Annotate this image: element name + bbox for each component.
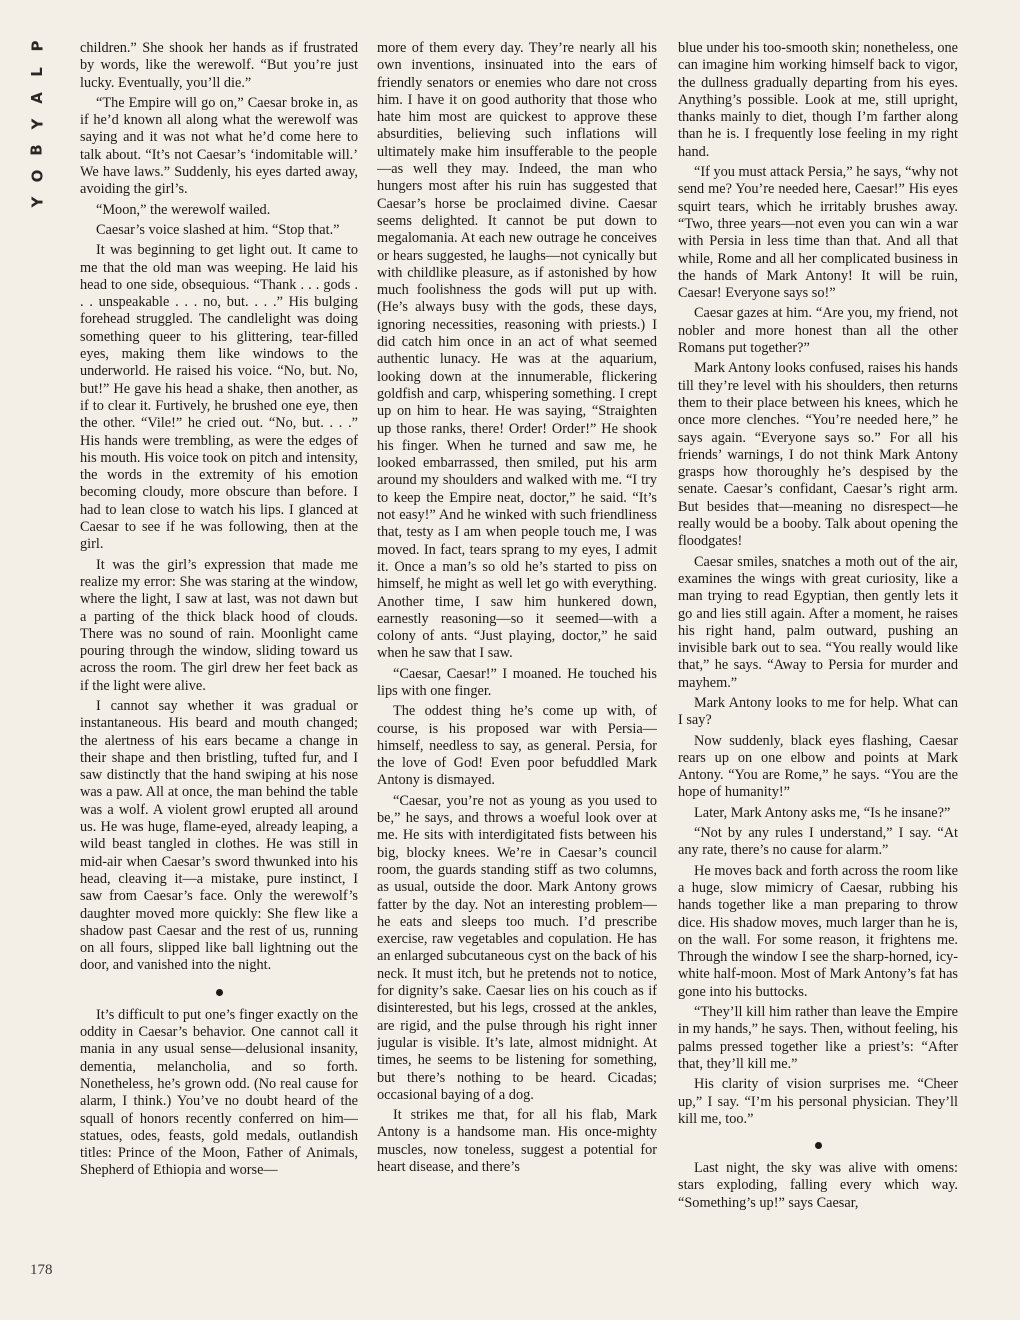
masthead-letter: Y [28,196,46,208]
paragraph: “Caesar, Caesar!” I moaned. He touched his lips with one finger. [377,665,657,699]
paragraph: more of them every day. They’re nearly all his own inventions, insinuated into the ears of friendly senators or enemies who dare not cross him. I have it on good authority that those who hate him most are quickest to approve these absurdities, believing such inflations will ultimately make him insufferable to the people—as well they may. Indeed, the man who hungers most after his ruin has suggested that Caesar’s horse be proclaimed divine. Caesar seems delighted. It cannot be put down to megalomania. At each new outrage he conceives or hears suggested, he laughs—not cynically but with childlike pleasure, as if astonished by how much foolishness the gods will put up with. (He’s always busy with the gods, these days, ignoring necessities, reasoning with priests.) I did catch him once in an act of what seemed authentic lunacy. He was at the aquarium, looking down at the innumerable, flickering goldfish and carp, whispering something. I crept up on him to hear. He was saying, “Straighten up those ranks, there! Order! Order!” He shook his finger. When he turned and saw me, he looked embarrassed, then smiled, put his arm around my shoulders and walked with me. “I try to keep the Empire neat, doctor,” he said. “It’s not easy!” And he winked with such friendliness that, testy as I am when people touch me, I was moved. In fact, tears sprang to my eyes, I admit it. Once a man’s so old he’s started to piss on himself, he might as well let go with everything. Another time, I saw him hunkered down, earnestly reasoning—so it seemed—with a colony of ants. “Just playing, doctor,” he said when he saw that I saw. [377,40,657,662]
text-column-1 [80,40,358,1280]
masthead-letter: Y [28,118,46,130]
paragraph: I cannot say whether it was gradual or instantaneous. His beard and mouth changed; the alertness of his ears became a change in their shape and then bristling, tufted fur, and I saw distinctly that the hand swiping at his nose was a paw. All at once, the man behind the table was a wolf. A violent growl erupted all around us. He was huge, flame-eyed, already leaping, a wild beast tangled in clothes. He was still in mid-air when Caesar’s sword thwunked into his head, cleaving it—a mistake, pure instinct, I saw from Caesar’s face. Only the werewolf’s daughter moved more quickly: She flew like a shadow past Caesar and the rest of us, running on all fours, slipped like ball lightning out the door, and vanished into the night. [80,697,358,974]
paragraph: It was beginning to get light out. It came to me that the old man was weeping. He laid his head to one side, obsequious. “Thank . . . gods . . . unspeakable . . . no, but. . . .” His bulging forehead struggled. The candlelight was doing something queer to his glittering, tear-filled eyes, making them like windows to the underworld. He raised his voice. “No, but. No, but!” He gave his head a shake, then another, as if to clear it. Furtively, he brushed one eye, then the other. “Vile!” he cried out. “No, but. . . .” His hands were trembling, as were the edges of his mouth. His voice took on pitch and intensity, the words in the extremity of his emotion becoming cloudy, more obscure than before. I had to lean close to watch his lips. I glanced at Caesar to see if he was following, then at the girl. [80,242,358,553]
paragraph: The oddest thing he’s come up with, of course, is his proposed war with Persia—himself, needless to say, as general. Persia, for the love of God! Even poor befuddled Mark Antony is dismayed. [377,703,657,789]
paragraph: It strikes me that, for all his flab, Mark Antony is a handsome man. His once-mighty muscles, now toneless, suggest a potential for heart disease, and there’s [377,1107,657,1175]
paragraph: blue under his too-smooth skin; nonetheless, one can imagine him working himself back to vigor, the dullness gradually departing from his eyes. Anything’s possible. Look at me, still upright, thanks mainly to diet, though I’m farther along than he is. I frequently lose feeling in my right hand. [678,40,958,160]
paragraph: It was the girl’s expression that made me realize my error: She was staring at the window, where the light, I saw at last, was not dawn but a parting of the thick black hood of clouds. There was no sound of rain. Moonlight came pouring through the window, sliding toward us across the room. The girl drew her feet back as if the light were alive. [80,556,358,694]
masthead-letter: L [28,67,46,77]
masthead-letter: A [27,92,46,104]
paragraph: Later, Mark Antony asks me, “Is he insane?” [694,804,951,821]
section-break-bullet [678,1136,958,1154]
paragraph: Mark Antony looks to me for help. What can I say? [678,694,958,729]
paragraph: Now suddenly, black eyes flashing, Caesar rears up on one elbow and points at Mark Antony. “You are Rome,” he says. “You are the hope of humanity!” [678,732,958,801]
paragraph: Caesar gazes at him. “Are you, my friend, not nobler and more honest than all the other Romans put together?” [678,305,958,357]
masthead [26,36,54,212]
text-column-3 [678,40,958,1280]
paragraph: Last night, the sky was alive with omens: stars exploding, falling every which way. “Something’s up!” says Caesar, [678,1160,958,1211]
paragraph: “Caesar, you’re not as young as you used to be,” he says, and throws a woeful look over at me. He sits with interdigitated fists between his big, blocky knees. We’re in Caesar’s council room, the guards standing stiff as two columns, as usual, outside the door. Mark Antony grows fatter by the day. Not an interesting problem—he eats and sleeps too much. I’d prescribe exercise, raw vegetables and copulation. He has an enlarged subcutaneous cyst on the back of his neck. It must itch, but he pretends not to notice, for dignity’s sake. Caesar lies on his couch as if disinterested, but his legs, crossed at the ankles, are rigid, and the pulse through his right inner jugular is visible. It’s late, almost midnight. At times, he seems to be listening for something, but there’s nothing to be heard. Cicadas; occasional baying of a dog. [377,792,657,1103]
paragraph: “They’ll kill him rather than leave the Empire in my hands,” he says. Then, without feeling, his palms pressed together like a priest’s: “After that, they’ll kill me.” [678,1004,958,1072]
page-number: 178 [30,1262,53,1278]
paragraph: “Moon,” the werewolf wailed. [96,201,271,218]
paragraph: “The Empire will go on,” Caesar broke in, as if he’d known all along what the werewolf was saying and it was not what he’d come here to talk about. “It’s not Caesar’s ‘indomitable will.’ We have laws.” Suddenly, his eyes darted away, avoiding the girl’s. [80,94,358,198]
section-break-bullet [80,983,358,1001]
masthead-letter: B [28,144,46,156]
paragraph: children.” She shook her hands as if frustrated by words, like the werewolf. “But you’re just lucky. Eventually, you’ll die.” [80,40,358,91]
paragraph: Caesar’s voice slashed at him. “Stop that.” [96,221,340,238]
paragraph: Mark Antony looks confused, raises his hands till they’re level with his shoulders, then returns them to their place between his knees, which he once more clenches. “You’re needed here,” he says again. “Everyone says so.” For all his friends’ warnings, I do not think Mark Antony grasps how thoroughly he’s despised by the senate. Caesar’s confidant, Caesar’s right arm. But besides that—meaning no disrespect—he really would be a booby. Talk about opening the floodgates! [678,360,958,550]
paragraph: His clarity of vision surprises me. “Cheer up,” I say. “I’m his personal physician. They’ll kill me, too.” [678,1076,958,1127]
paragraph: “Not by any rules I understand,” I say. “At any rate, there’s no cause for alarm.” [678,825,958,859]
text-column-2 [377,40,657,1280]
paragraph: He moves back and forth across the room like a huge, slow mimicry of Caesar, rubbing his hands together like a man preparing to throw dice. His shadow moves, much larger than he is, on the wall. For some reason, it frightens me. Through the window I see the sharp-horned, icy-white half-moon. Most of Mark Antony’s fat has gone into his buttocks. [678,862,958,1000]
masthead-letter: O [27,169,46,183]
paragraph: It’s difficult to put one’s finger exactly on the oddity in Caesar’s behavior. One cannot call it mania in any usual sense—delusional insanity, dementia, melancholia, and so forth. Nonetheless, he’s grown odd. (No real cause for alarm, I think.) You’ve no doubt heard of the squall of honors recently conferred on him—statues, odes, feasts, gold medals, outlandish titles: Prince of the Moon, Father of Animals, Shepherd of Ethiopia and worse— [80,1006,358,1179]
paragraph: “If you must attack Persia,” he says, “why not send me? You’re needed here, Caesar!” His eyes squirt tears, which he irritably brushes away. “Two, three years—not even you can win a war with Persia in less time than that. And all that while, Rome and all her complicated business in the hands of Mark Antony! It will be ruin, Caesar! Everyone says so!” [678,164,958,302]
masthead-letter: P [28,40,46,52]
paragraph: Caesar smiles, snatches a moth out of the air, examines the wings with great curiosity, like a man trying to read Egyptian, then gently lets it go and lies still again. After a moment, he raises his right hand, palm outward, pushing an invisible bark out to sea. “You really would like that,” he says. “Away to Persia for murder and mayhem.” [678,553,958,691]
